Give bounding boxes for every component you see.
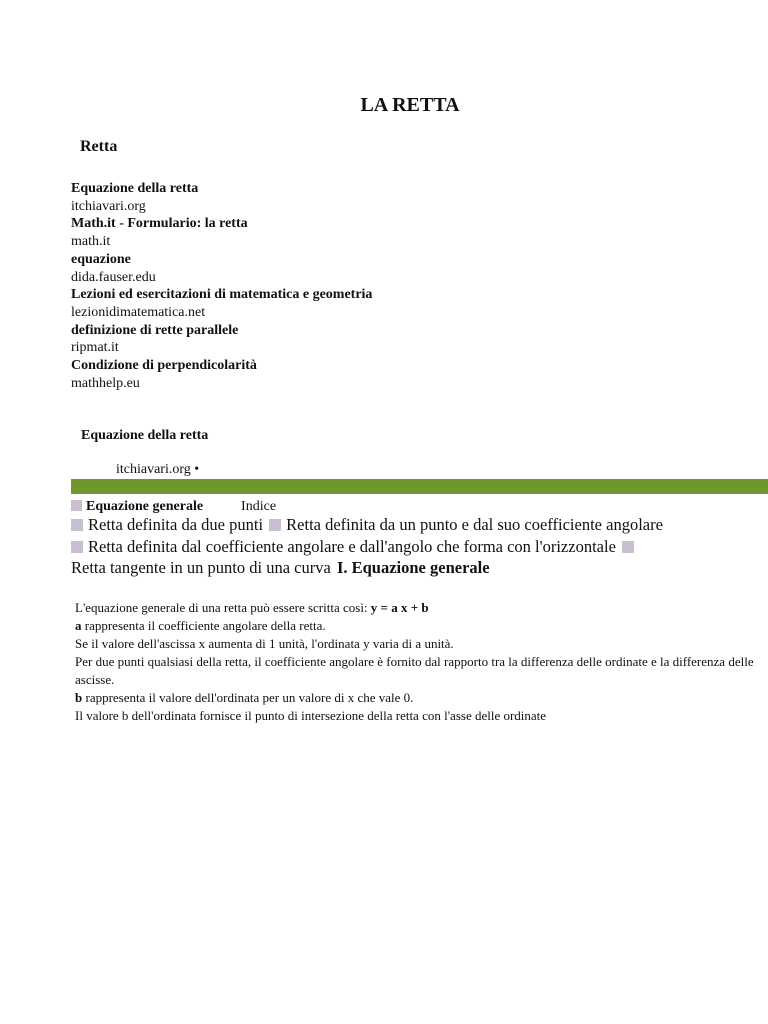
toc-item[interactable]: Retta tangente in un punto di una curva — [71, 558, 331, 577]
body-text: L'equazione generale di una retta può essere scritta così: — [75, 600, 371, 615]
link-domain: ripmat.it — [71, 340, 119, 356]
bullet-square-icon — [71, 541, 83, 553]
link-domain: lezionidimatematica.net — [71, 304, 206, 320]
article-source: itchiavari.org • — [116, 462, 200, 477]
page-title: LA RETTA — [360, 94, 460, 116]
toc-item[interactable]: Retta definita dal coefficiente angolare e dall'angolo che forma con l'orizzontale — [88, 536, 616, 556]
table-of-contents — [71, 514, 671, 579]
link-domain: itchiavari.org — [71, 198, 146, 214]
article-heading: Equazione della retta — [81, 428, 209, 443]
article-body — [75, 599, 765, 725]
link-title[interactable]: definizione di rette parallele — [71, 322, 239, 338]
body-text: rappresenta il coefficiente angolare della retta. — [81, 618, 326, 633]
nav-current[interactable]: Equazione generale — [86, 499, 204, 514]
body-paragraph — [75, 689, 765, 707]
toc-item[interactable]: Retta definita da un punto e dal suo coefficiente angolare — [286, 515, 663, 534]
formula: y = a x + b — [370, 600, 429, 615]
section-title: I. Equazione generale — [336, 558, 490, 577]
body-text: rappresenta il valore dell'ordinata per un valore di x che vale 0. — [82, 690, 414, 705]
term-a: a — [75, 618, 82, 633]
link-title[interactable]: Math.it - Formulario: la retta — [71, 216, 248, 232]
nav-row — [71, 499, 276, 515]
bullet-square-icon — [269, 519, 281, 531]
divider-bar — [71, 479, 768, 494]
term-b: b — [75, 690, 83, 705]
link-domain: math.it — [71, 234, 111, 250]
link-title[interactable]: Lezioni ed esercitazioni di matematica e geometria — [71, 287, 373, 303]
body-paragraph — [75, 617, 765, 635]
body-paragraph: Il valore b dell'ordinata fornisce il punto di intersezione della retta con l'asse delle ordinate — [75, 708, 547, 723]
link-domain: mathhelp.eu — [71, 375, 140, 391]
link-domain: dida.fauser.edu — [71, 269, 156, 285]
nav-index-link[interactable]: Indice — [241, 499, 277, 514]
link-title[interactable]: equazione — [71, 251, 131, 267]
toc-item[interactable]: Retta definita da due punti — [88, 515, 264, 534]
bullet-square-icon — [71, 500, 82, 511]
bullet-square-icon — [71, 519, 83, 531]
link-title[interactable]: Condizione di perpendicolarità — [71, 358, 257, 374]
body-paragraph: Se il valore dell'ascissa x aumenta di 1 unità, l'ordinata y varia di a unità. — [75, 636, 454, 651]
body-paragraph — [75, 599, 765, 617]
body-paragraph: Per due punti qualsiasi della retta, il coefficiente angolare è fornito dal rapporto tra la differenza delle ordinate e la differenza delle ascisse. — [75, 654, 754, 687]
section-heading: Retta — [80, 138, 118, 155]
bullet-square-icon — [622, 541, 634, 553]
link-list — [71, 180, 372, 392]
link-title[interactable]: Equazione della retta — [71, 181, 199, 196]
